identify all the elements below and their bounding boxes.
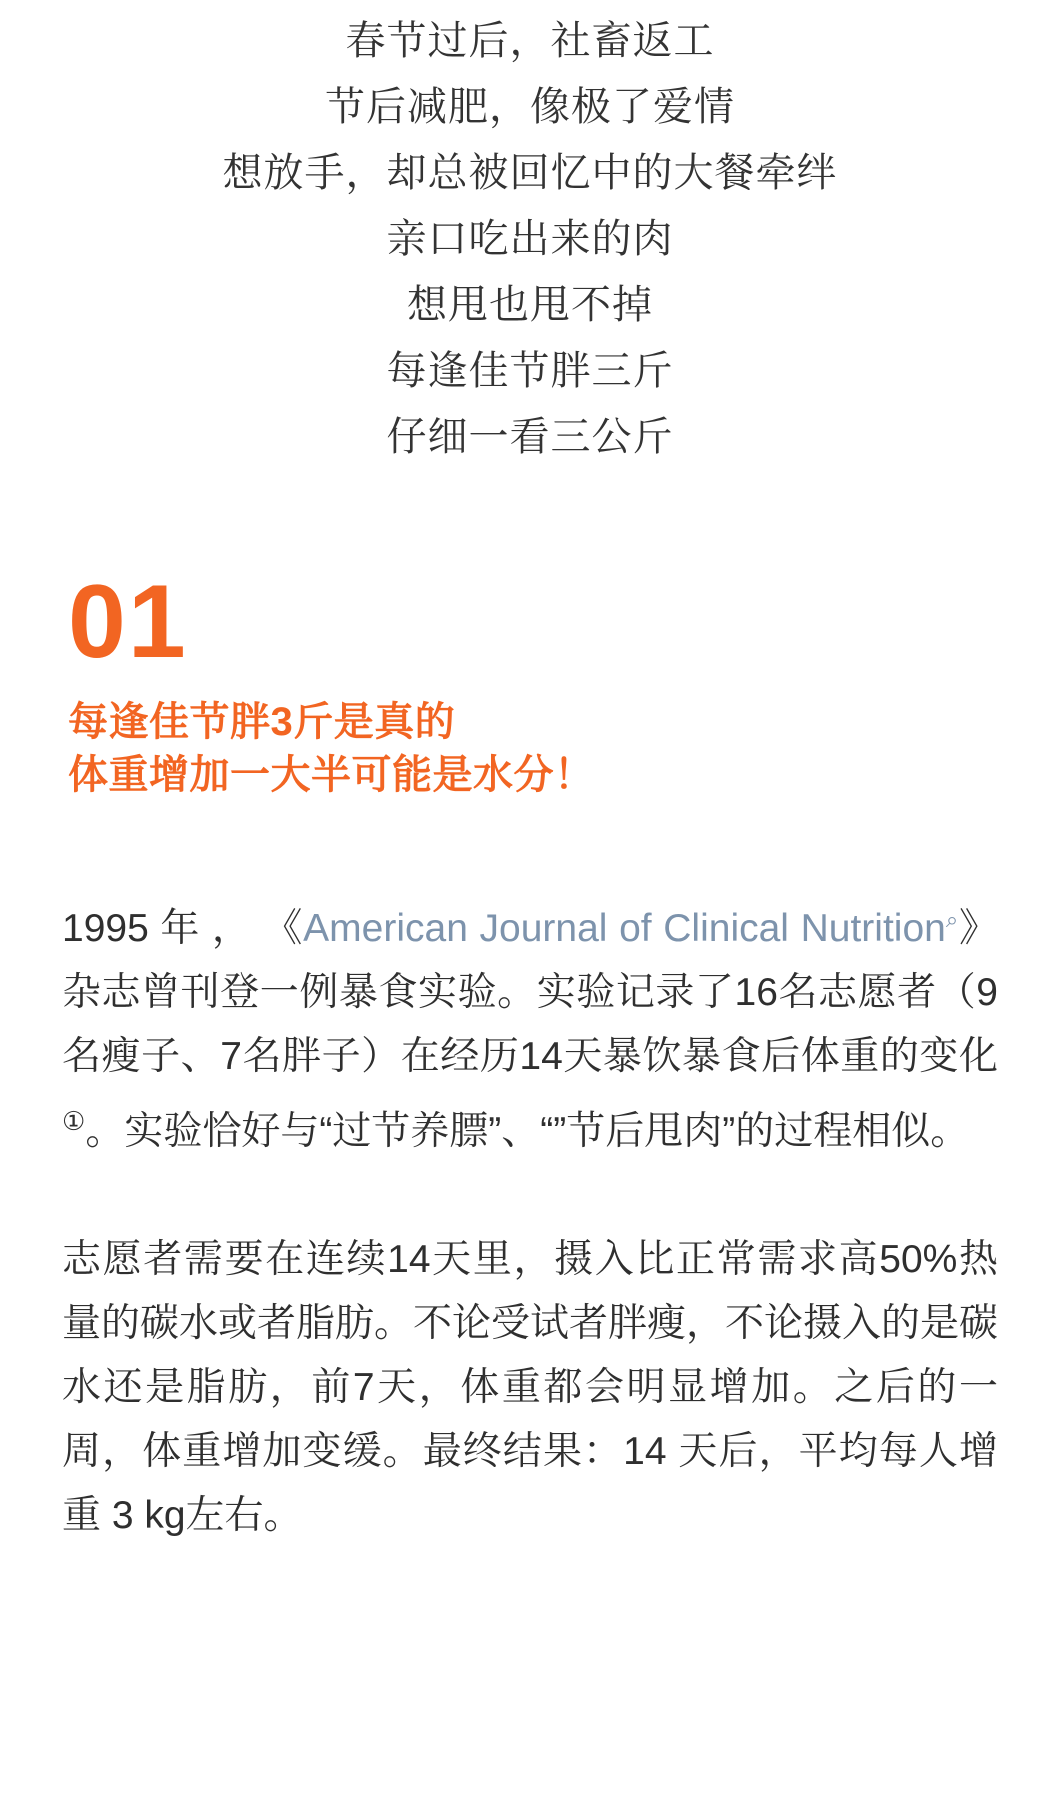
section-title-line-2: 体重增加一大半可能是水分！ — [68, 753, 595, 797]
poem-line: 节后减肥，像极了爱情 — [325, 85, 735, 129]
poem-line: 亲口吃出来的肉 — [386, 217, 674, 261]
poem-line: 想甩也甩不掉 — [407, 283, 653, 327]
poem-block — [0, 0, 1060, 470]
footnote-marker: ① — [62, 1106, 86, 1136]
search-icon[interactable]: ⌕ — [945, 907, 959, 932]
paragraph-2: 志愿者需要在连续14天里，摄入比正常需求高50%热量的碳水或者脂肪。不论受试者胖瘦，不论摄入的是碳水还是脂肪，前7天，体重都会明显增加。之后的一周，体重增加变缓。最终结果：14 天后，平均每人增重 3 kg左右。 — [62, 1238, 999, 1537]
section-title-line-1: 每逢佳节胖3斤是真的 — [68, 700, 456, 744]
article-body — [0, 888, 1060, 1588]
poem-line: 仔细一看三公斤 — [386, 415, 674, 459]
paragraph-1-rest-a: 》杂志曾刊登一例暴食实验。实验记录了16名志愿者（9 名瘦子、7名胖子）在经历14天暴饮暴食后体重的变化 — [62, 907, 998, 1078]
poem-line: 想放手，却总被回忆中的大餐牵绊 — [222, 151, 838, 195]
section-title — [68, 696, 992, 802]
section-number: 01 — [68, 564, 188, 680]
poem-line: 春节过后，社畜返工 — [345, 19, 715, 63]
journal-name-link[interactable]: American Journal of Clinical Nutrition — [303, 907, 946, 950]
paragraph-1-lead: 1995 年 ， 《 — [62, 907, 304, 950]
poem-line: 每逢佳节胖三斤 — [386, 349, 674, 393]
paragraph-1 — [62, 888, 998, 1164]
section-header — [0, 564, 1060, 802]
paragraph-1-rest-b: 。实验恰好与“过节养膘”、“”节后甩肉”的过程相似。 — [85, 1110, 970, 1153]
